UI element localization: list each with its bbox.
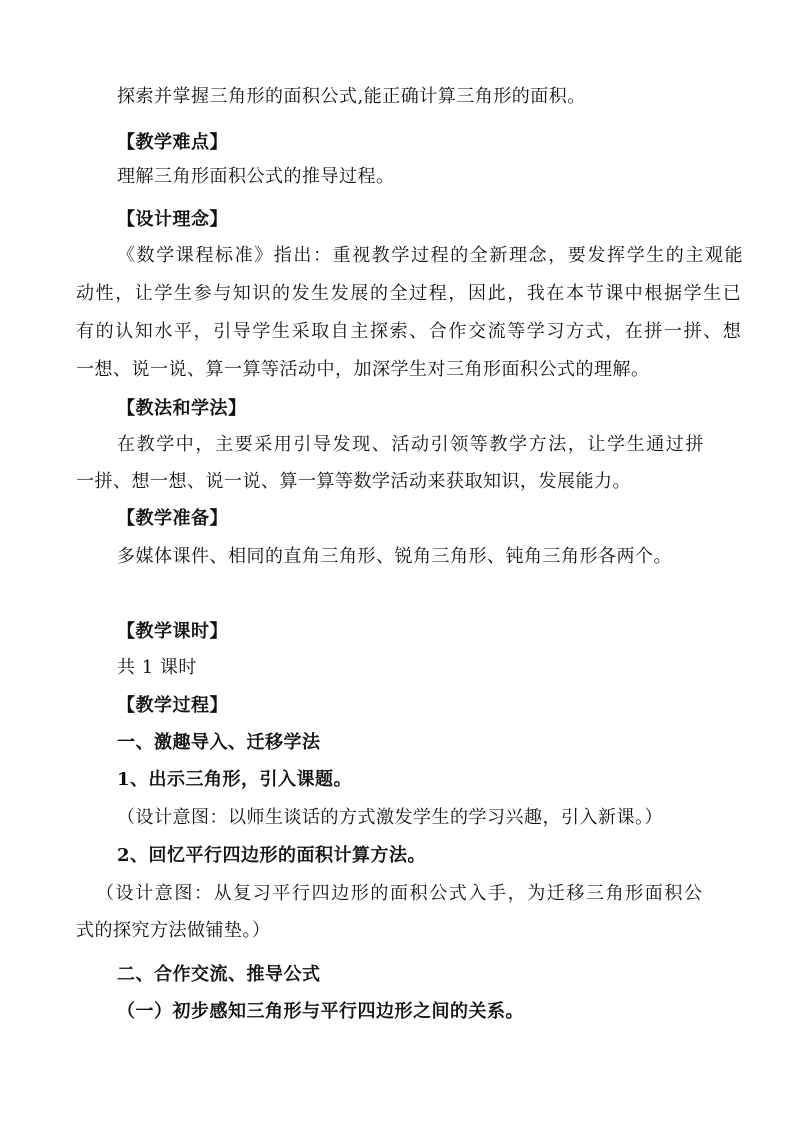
hours-heading: 【教学课时】 bbox=[117, 621, 228, 642]
section-1-title: 一、激趣导入、迁移学法 bbox=[117, 732, 321, 753]
process-heading: 【教学过程】 bbox=[117, 695, 228, 716]
step-1-title: 1、出示三角形，引入课题。 bbox=[117, 769, 353, 790]
hours-text: 共 1 课时 bbox=[117, 657, 197, 678]
subsection-1-title: （一）初步感知三角形与平行四边形之间的关系。 bbox=[117, 1001, 524, 1022]
concept-line-1: 《数学课程标准》指出：重视教学过程的全新理念，要发挥学生的主观能 bbox=[117, 245, 745, 266]
step-1-note: （设计意图：以师生谈话的方式激发学生的学习兴趣，引入新课。） bbox=[117, 807, 663, 828]
concept-line-4: 一想、说一说、算一算等活动中，加深学生对三角形面积公式的理解。 bbox=[76, 359, 650, 380]
step-2-note-line-1: （设计意图：从复习平行四边形的面积公式入手，为迁移三角形面积公 bbox=[96, 883, 704, 904]
method-line-1: 在教学中，主要采用引导发现、活动引领等教学方法，让学生通过拼 bbox=[117, 434, 705, 455]
concept-line-2: 动性，让学生参与知识的发生发展的全过程，因此，我在本节课中根据学生已 bbox=[76, 283, 743, 304]
prep-text: 多媒体课件、相同的直角三角形、锐角三角形、钝角三角形各两个。 bbox=[117, 546, 672, 567]
difficulty-text: 理解三角形面积公式的推导过程。 bbox=[117, 166, 395, 187]
concept-heading: 【设计理念】 bbox=[117, 209, 228, 230]
method-heading: 【教法和学法】 bbox=[117, 398, 247, 419]
step-2-title: 2、回忆平行四边形的面积计算方法。 bbox=[117, 845, 427, 866]
step-2-note-line-2: 式的探究方法做铺垫。） bbox=[76, 920, 271, 941]
section-2-title: 二、合作交流、推导公式 bbox=[117, 964, 321, 985]
objective-text: 探索并掌握三角形的面积公式,能正确计算三角形的面积。 bbox=[117, 86, 586, 107]
difficulty-heading: 【教学难点】 bbox=[117, 132, 228, 153]
concept-line-3: 有的认知水平，引导学生采取自主探索、合作交流等学习方式，在拼一拼、想 bbox=[76, 321, 743, 342]
method-line-2: 一拼、想一想、说一说、算一算等数学活动来获取知识，发展能力。 bbox=[76, 471, 631, 492]
prep-heading: 【教学准备】 bbox=[117, 508, 228, 529]
